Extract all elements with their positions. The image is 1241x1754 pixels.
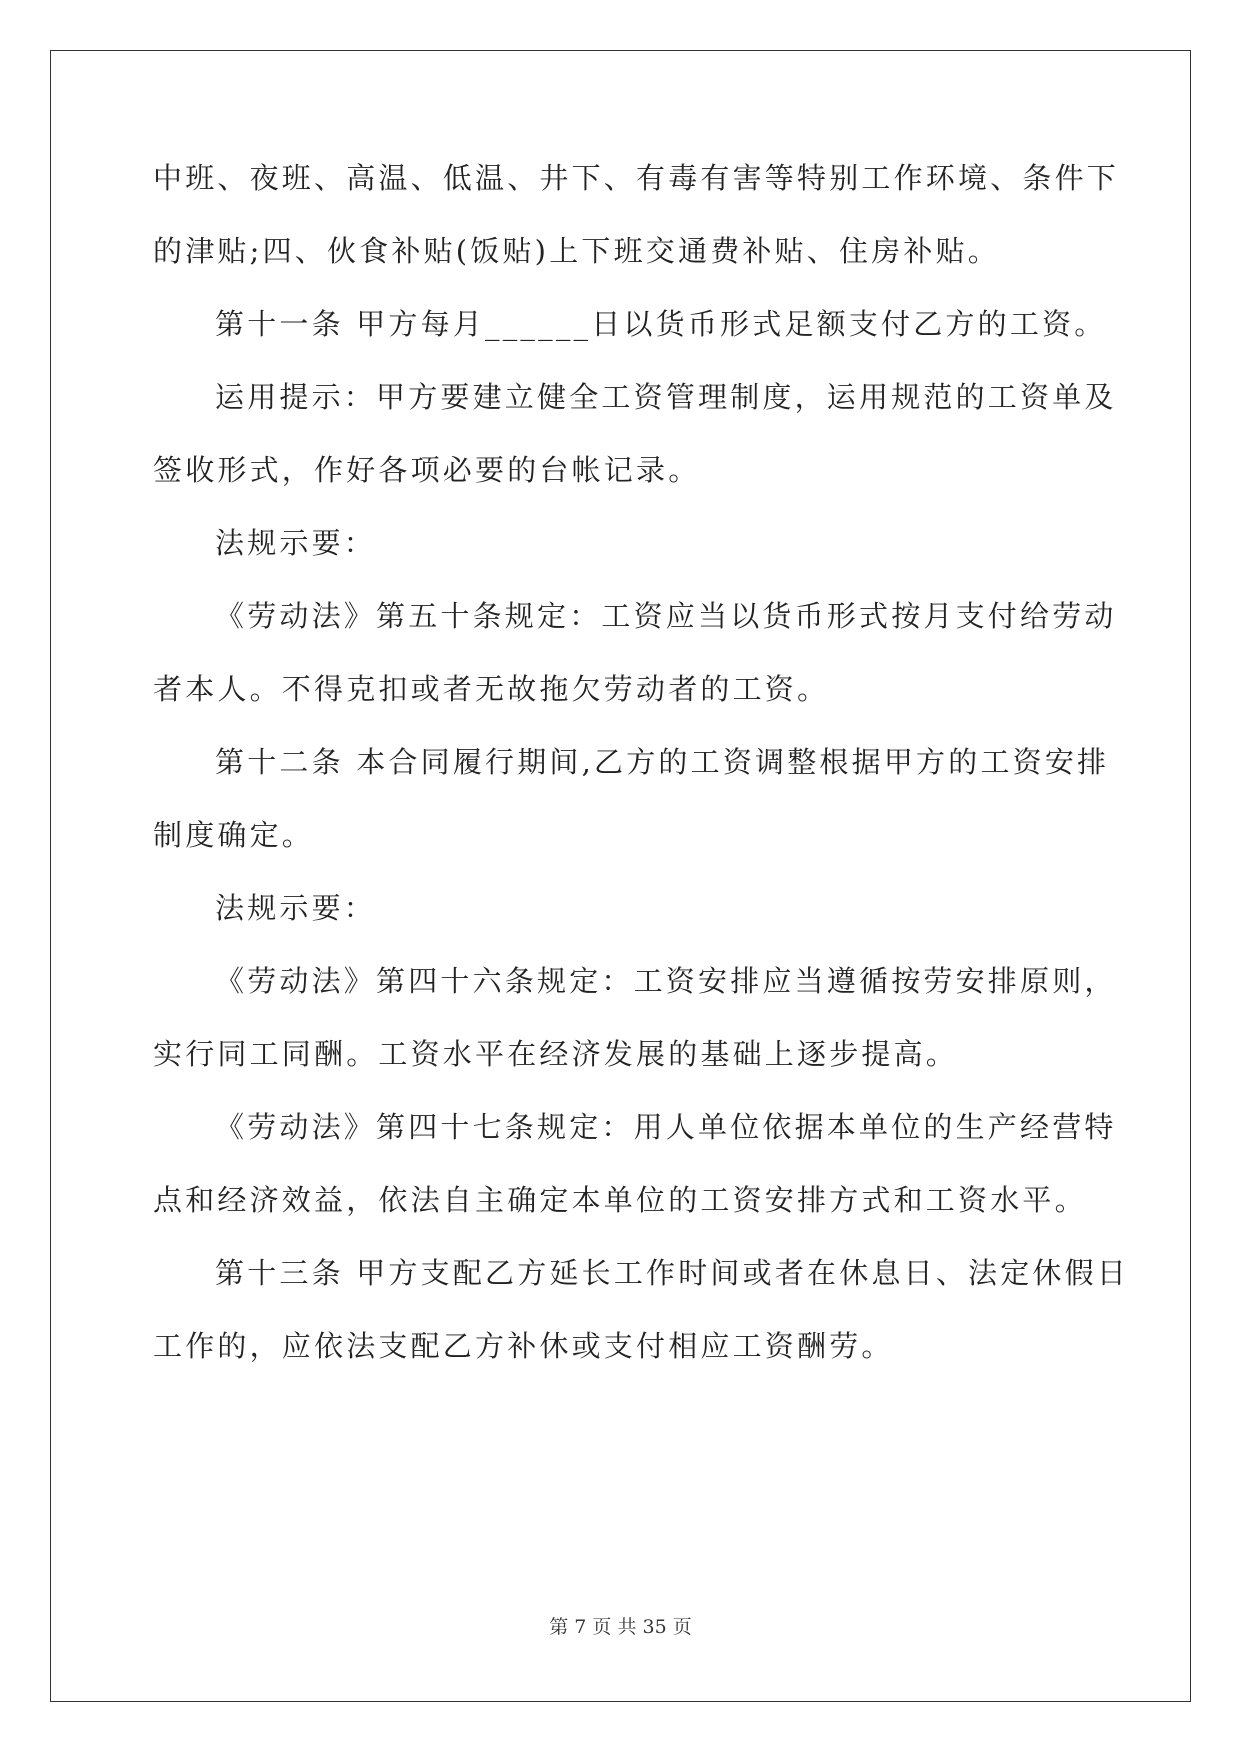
law-citation: 《劳动法》第四十七条规定：用人单位依据本单位的生产经营特 <box>215 1110 1117 1144</box>
text-line: 制度确定。 <box>153 818 315 852</box>
text-line: 实行同工同酬。工资水平在经济发展的基础上逐步提高。 <box>153 1037 959 1071</box>
article-13: 第十三条 甲方支配乙方延长工作时间或者在休息日、法定休假日 <box>215 1256 1130 1290</box>
text-line: 的津贴;四、伙食补贴(饭贴)上下班交通费补贴、住房补贴。 <box>153 234 1000 268</box>
text-line: 签收形式，作好各项必要的台帐记录。 <box>153 453 701 487</box>
article-11: 第十一条 甲方每月______日以货币形式足额支付乙方的工资。 <box>215 307 1107 341</box>
text-line: 工作的，应依法支配乙方补休或支付相应工资酬劳。 <box>153 1329 894 1363</box>
text-line: 者本人。不得克扣或者无故拖欠劳动者的工资。 <box>153 672 830 706</box>
section-heading: 法规示要： <box>215 891 377 925</box>
text-line: 点和经济效益，依法自主确定本单位的工资安排方式和工资水平。 <box>153 1183 1087 1217</box>
usage-tip: 运用提示：甲方要建立健全工资管理制度，运用规范的工资单及 <box>215 380 1117 414</box>
law-citation: 《劳动法》第五十条规定：工资应当以货币形式按月支付给劳动 <box>215 599 1117 633</box>
page-number: 第 7 页 共 35 页 <box>549 1616 692 1638</box>
section-heading: 法规示要： <box>215 526 377 560</box>
text-line: 中班、夜班、高温、低温、井下、有毒有害等特别工作环境、条件下 <box>153 161 1120 195</box>
law-citation: 《劳动法》第四十六条规定：工资安排应当遵循按劳安排原则， <box>215 964 1117 998</box>
article-12: 第十二条 本合同履行期间,乙方的工资调整根据甲方的工资安排 <box>215 745 1110 779</box>
page-border <box>50 50 1191 1702</box>
